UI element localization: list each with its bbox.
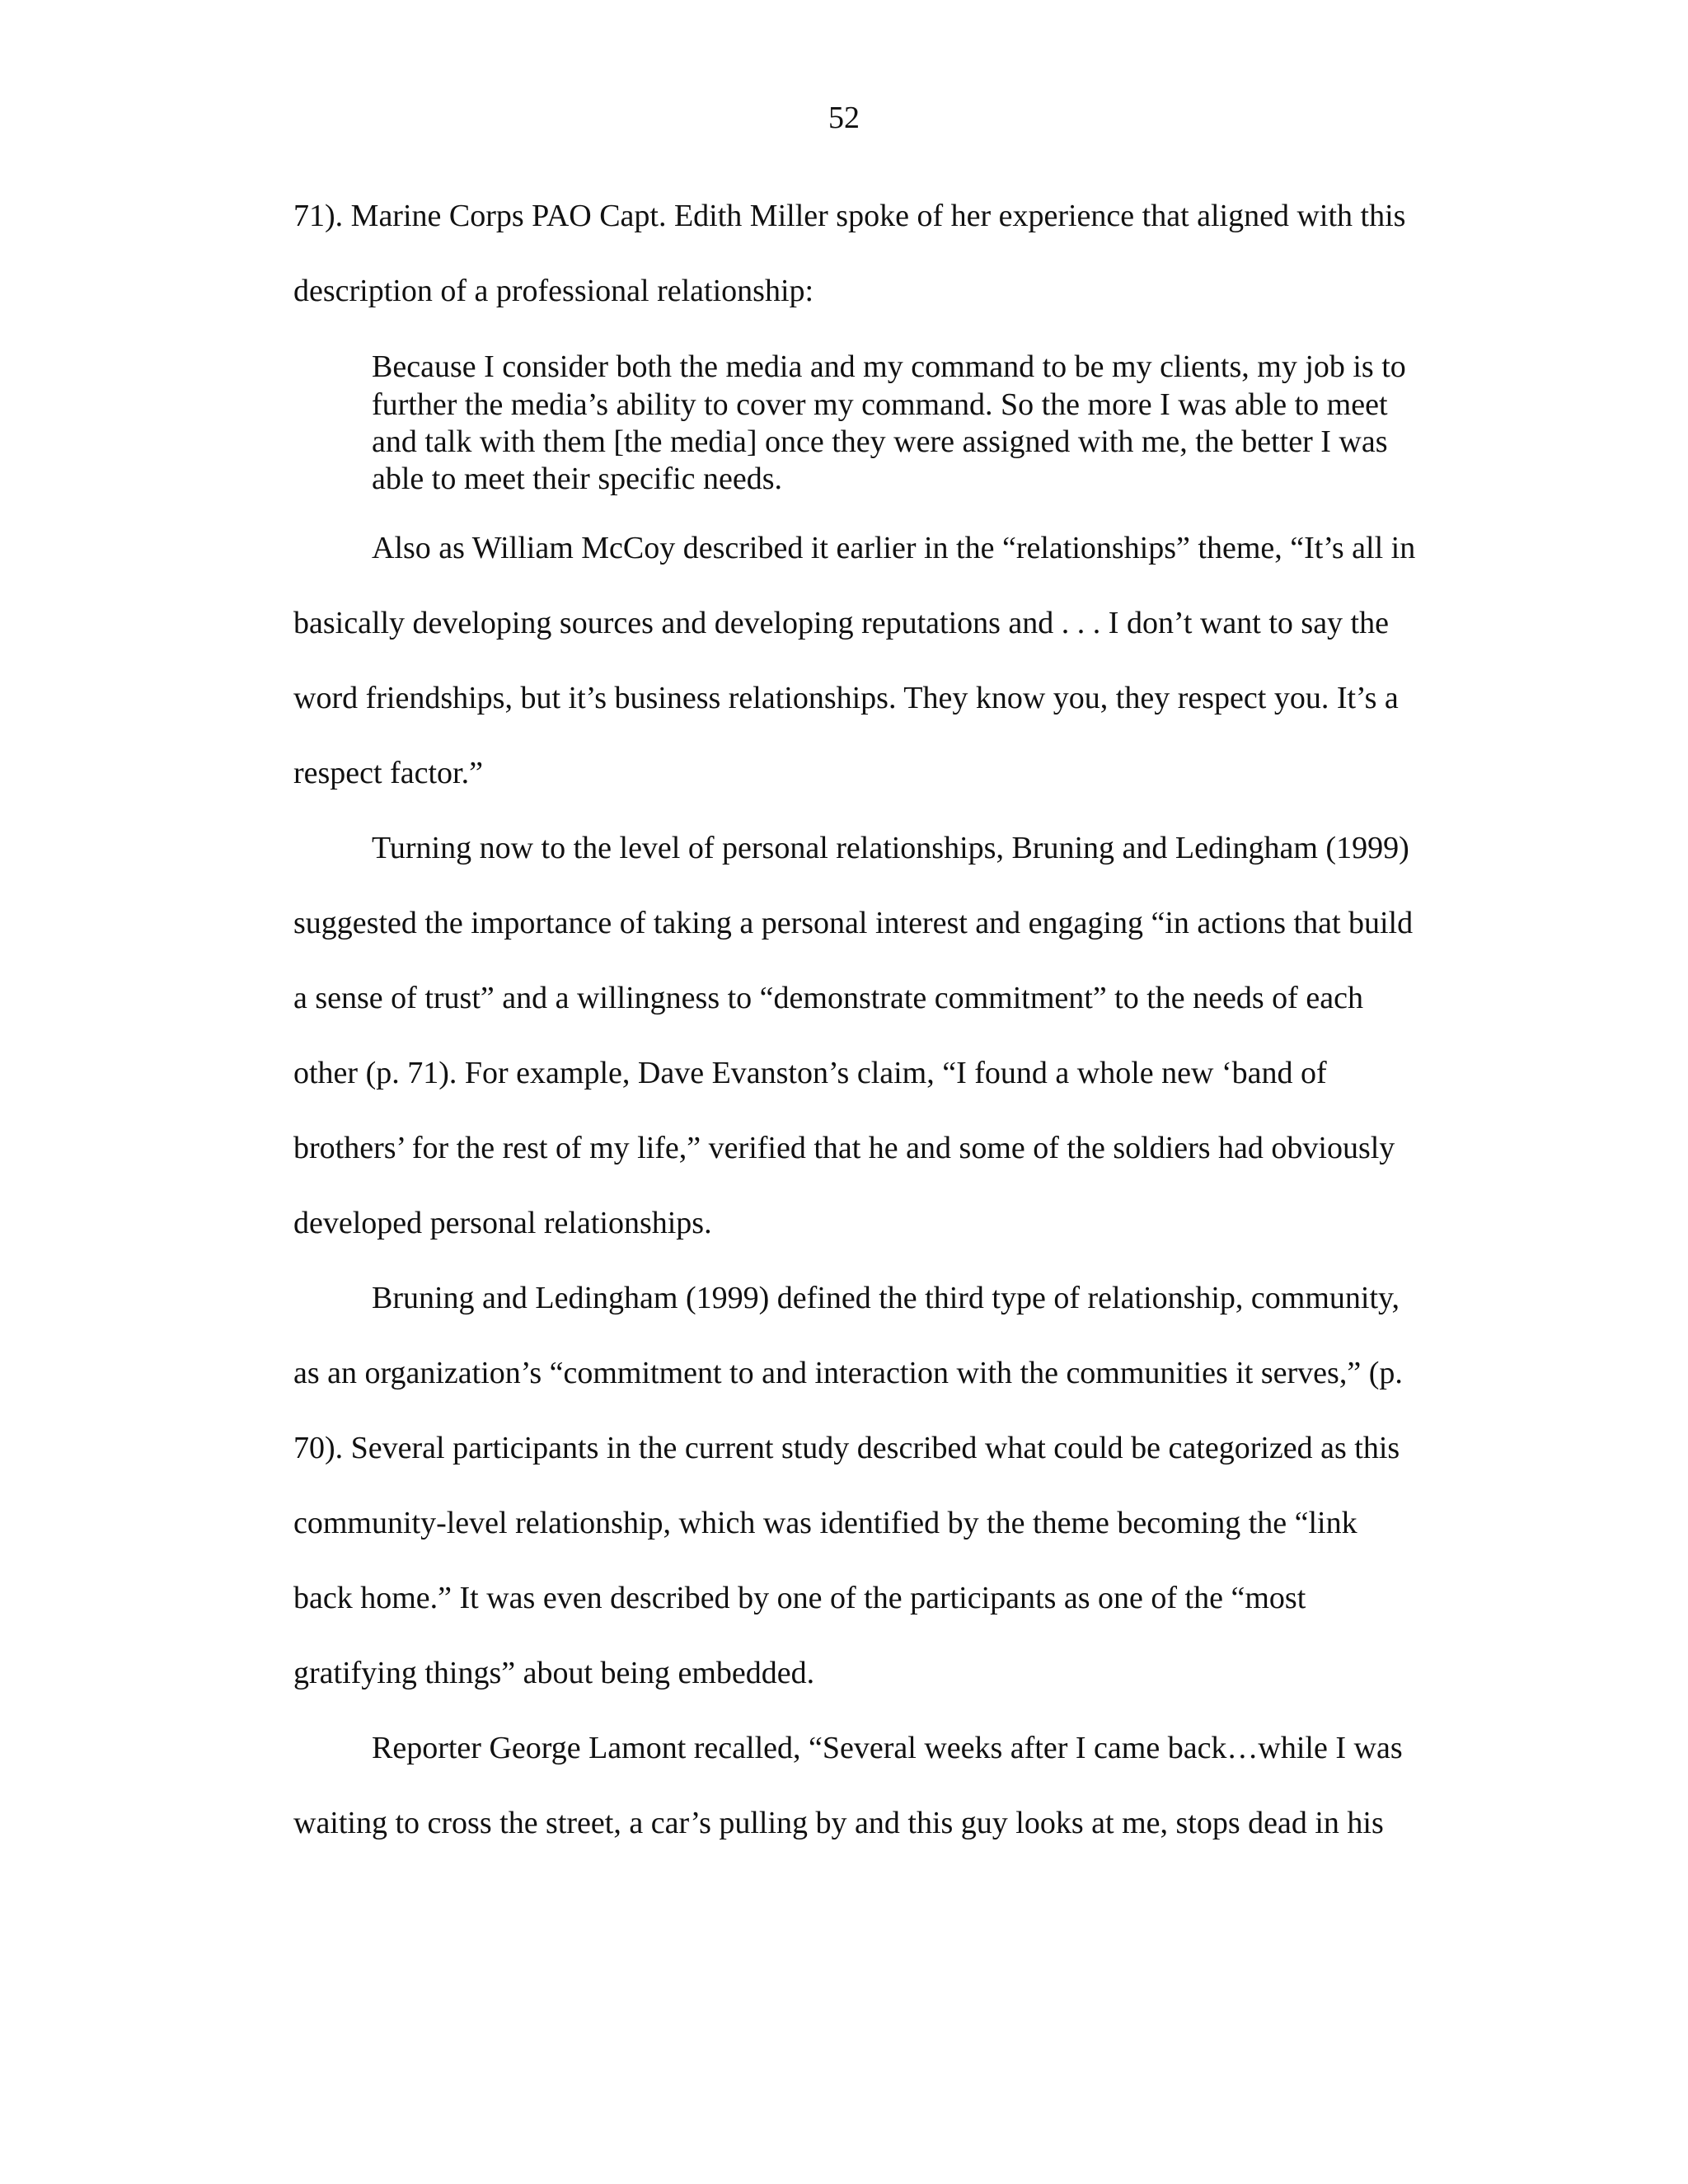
body-line: back home.” It was even described by one of the participants as one of the “most (293, 1581, 1306, 1615)
body-line: developed personal relationships. (293, 1206, 712, 1240)
block-quote-line: further the media’s ability to cover my command. So the more I was able to meet (372, 387, 1388, 422)
body-line: suggested the importance of taking a personal interest and engaging “in actions that build (293, 906, 1414, 940)
body-line: basically developing sources and developing reputations and . . . I don’t want to say the (293, 606, 1389, 640)
body-line: a sense of trust” and a willingness to “demonstrate commitment” to the needs of each (293, 981, 1363, 1015)
body-line: 70). Several participants in the current study described what could be categorized as this (293, 1431, 1400, 1465)
body-line: waiting to cross the street, a car’s pulling by and this guy looks at me, stops dead in his (293, 1806, 1384, 1840)
body-line: brothers’ for the rest of my life,” verified that he and some of the soldiers had obviously (293, 1131, 1395, 1165)
body-line: word friendships, but it’s business relationships. They know you, they respect you. It’s a (293, 681, 1399, 715)
body-line: as an organization’s “commitment to and interaction with the communities it serves,” (p. (293, 1356, 1403, 1390)
body-line: respect factor.” (293, 756, 483, 790)
body-line: gratifying things” about being embedded. (293, 1656, 815, 1690)
body-line: other (p. 71). For example, Dave Evanston’s claim, “I found a whole new ‘band of (293, 1056, 1327, 1090)
block-quote-line: and talk with them [the media] once they were assigned with me, the better I was (372, 424, 1388, 459)
body-line: community-level relationship, which was identified by the theme becoming the “link (293, 1506, 1357, 1540)
body-line: Turning now to the level of personal relationships, Bruning and Ledingham (1999) (372, 831, 1409, 865)
body-line: Also as William McCoy described it earlier in the “relationships” theme, “It’s all in (372, 531, 1416, 565)
body-line: description of a professional relationship: (293, 274, 814, 308)
page-number: 52 (828, 101, 860, 135)
body-line: 71). Marine Corps PAO Capt. Edith Miller spoke of her experience that aligned with this (293, 199, 1406, 233)
body-line: Bruning and Ledingham (1999) defined the third type of relationship, community, (372, 1281, 1400, 1315)
block-quote-line: Because I consider both the media and my command to be my clients, my job is to (372, 349, 1406, 384)
block-quote-line: able to meet their specific needs. (372, 462, 783, 496)
body-line: Reporter George Lamont recalled, “Several weeks after I came back…while I was (372, 1731, 1403, 1765)
